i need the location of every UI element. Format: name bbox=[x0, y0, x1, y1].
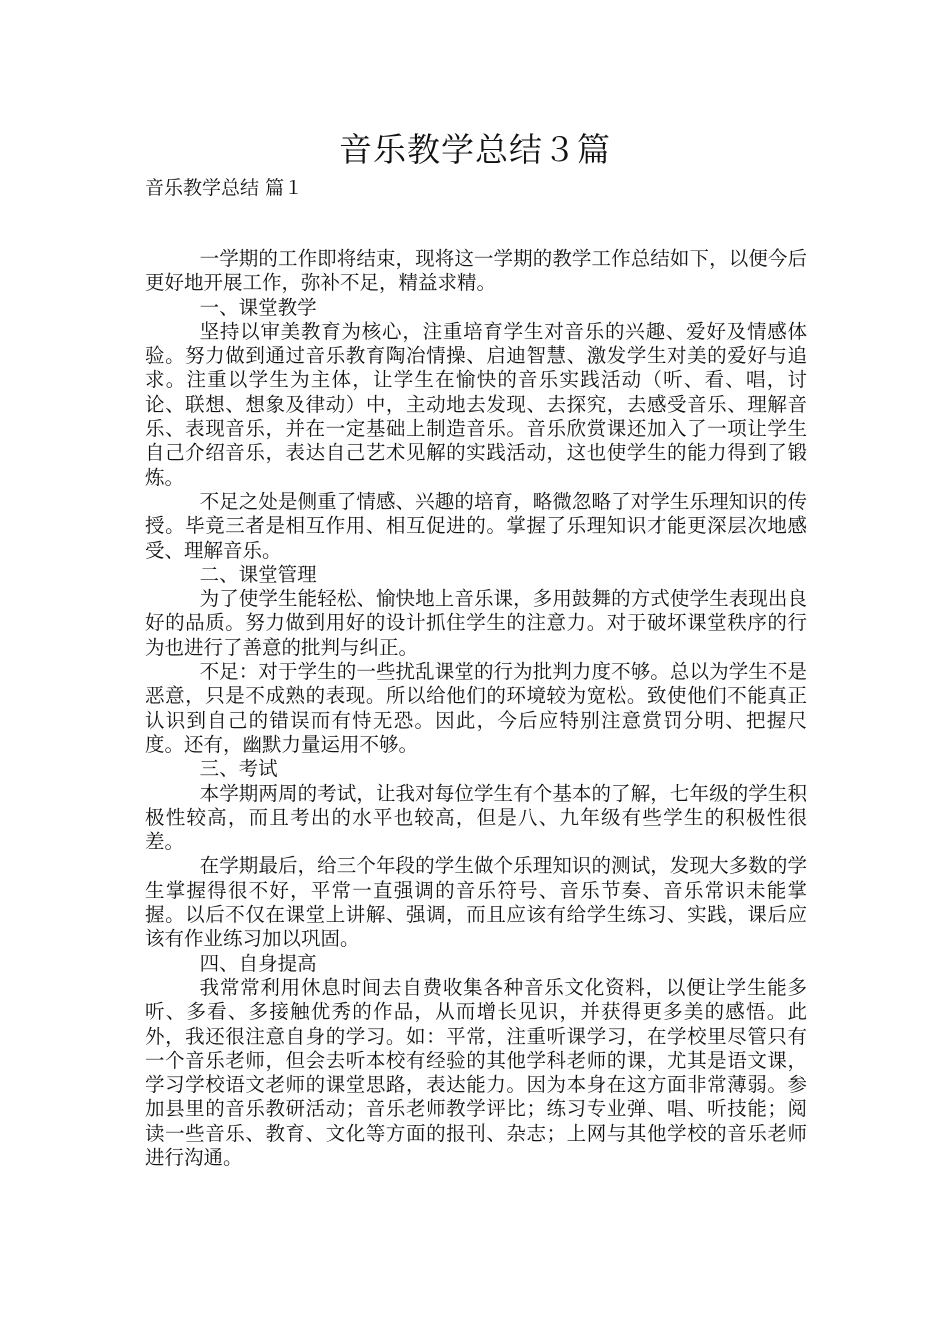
section-heading-classroom-teaching: 一、课堂教学 bbox=[199, 295, 317, 319]
paragraph: 不足之处是侧重了情感、兴趣的培育，略微忽略了对学生乐理知识的传授。毕竟三者是相互作用、相互促进的。掌握了乐理知识才能更深层次地感受、理解音乐。 bbox=[145, 489, 807, 562]
paragraph: 不足：对于学生的一些扰乱课堂的行为批判力度不够。总以为学生不是恶意，只是不成熟的表现。所以给他们的环境较为宽松。致使他们不能真正认识到自己的错误而有恃无恐。因此，今后应特别注意赏罚分明、把握尺度。还有，幽默力量运用不够。 bbox=[145, 660, 807, 756]
paragraph: 为了使学生能轻松、愉快地上音乐课，多用鼓舞的方式使学生表现出良好的品质。努力做到用好的设计抓住学生的注意力。对于破坏课堂秩序的行为也进行了善意的批判与纠正。 bbox=[145, 587, 807, 659]
paragraph: 坚持以审美教育为核心，注重培育学生对音乐的兴趣、爱好及情感体验。努力做到通过音乐教育陶冶情操、启迪智慧、激发学生对美的爱好与追求。注重以学生为主体，让学生在愉快的音乐实践活动（听、看、唱，讨论、联想、想象及律动）中，主动地去发现、去探究，去感受音乐、理解音乐、表现音乐，并在一定基础上制造音乐。音乐欣赏课还加入了一项让学生自己介绍音乐，表达自己艺术见解的实践活动，这也使学生的能力得到了锻炼。 bbox=[145, 319, 807, 489]
paragraph: 我常常利用休息时间去自费收集各种音乐文化资料，以便让学生能多听、多看、多接触优秀的作品，从而增长见识，并获得更多美的感悟。此外，我还很注意自身的学习。如：平常，注重听课学习，在学校里尽管只有一个音乐老师，但会去听本校有经验的其他学科老师的课，尤其是语文课，学习学校语文老师的课堂思路，表达能力。因为本身在这方面非常薄弱。参加县里的音乐教研活动；音乐老师教学评比；练习专业弹、唱、听技能；阅读一些音乐、教育、文化等方面的报刊、杂志；上网与其他学校的音乐老师进行沟通。 bbox=[145, 975, 807, 1169]
paragraph: 本学期两周的考试，让我对每位学生有个基本的了解，七年级的学生积极性较高，而且考出的水平也较高，但是八、九年级有些学生的积极性很差。 bbox=[145, 781, 807, 854]
section-heading-self-improvement: 四、自身提高 bbox=[199, 951, 317, 975]
document-title: 音乐教学总结３篇 bbox=[339, 130, 611, 169]
document-subtitle: 音乐教学总结 篇１ bbox=[145, 177, 304, 199]
paragraph: 在学期最后，给三个年段的学生做个乐理知识的测试，发现大多数的学生掌握得很不好，平常一直强调的音乐符号、音乐节奏、音乐常识未能掌握。以后不仅在课堂上讲解、强调，而且应该有给学生练习、实践，课后应该有作业练习加以巩固。 bbox=[145, 854, 807, 951]
paragraph-intro: 一学期的工作即将结束，现将这一学期的教学工作总结如下，以便今后更好地开展工作，弥补不足，精益求精。 bbox=[145, 247, 807, 295]
document-body bbox=[145, 247, 807, 1170]
section-heading-classroom-management: 二、课堂管理 bbox=[199, 562, 317, 586]
section-heading-exams: 三、考试 bbox=[199, 757, 278, 781]
